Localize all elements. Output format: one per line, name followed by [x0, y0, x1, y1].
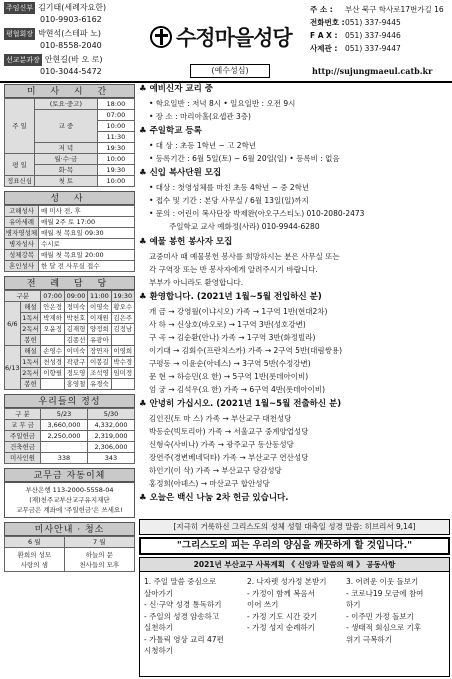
plan-item: 2. 나자렛 성가정 본받기 [247, 577, 327, 586]
table-row [5, 346, 135, 357]
office: 사제관 : 051) 337-9447 [310, 44, 401, 53]
duty-cell [111, 379, 134, 390]
duty-title: 전 례 담 당 [4, 276, 135, 290]
mass-time: 19:30 [97, 143, 134, 154]
plan-item: 위기 극복하기 [346, 634, 392, 644]
plan-item: - 가정 기도 시간 갖기 [247, 611, 318, 621]
notice-line: 각 구역장 또는 반 봉사자에게 알려주시기 바랍니다. [149, 265, 318, 274]
duty-cell: 이향필 [41, 368, 64, 379]
group-july: 하늘의 문 천사들의 모후 [64, 548, 134, 572]
phone: 전화번호 :051) 337-9445 [310, 18, 401, 27]
table-row [5, 409, 135, 420]
group-june: 환희의 성모 사랑의 샘 [5, 548, 65, 572]
duty-cell: 황오수 [111, 302, 134, 313]
pastoral-plan-title: 2021년 부산교구 사목계획 《 신앙과 말씀의 해 》 공동사항 [140, 558, 449, 572]
table-row [5, 239, 135, 250]
table-row [5, 250, 135, 261]
plan-item: - 가정이 함께 복음서 [247, 588, 315, 598]
mass-day-weekday: 평 일 [5, 154, 35, 176]
table-row [5, 206, 135, 217]
mass-time: 07:00 [97, 110, 134, 121]
sacrament-name: 병자성사 [5, 239, 39, 250]
duty-date: 6/6 [5, 302, 21, 346]
notice-heading: ♣ 예물 봉헌 봉사자 모집 [139, 237, 233, 247]
offering-value [41, 442, 88, 453]
notice-line: 이기대 → 김회수(프란치스카) 가족 → 2구역 5반(대림쌍용) [149, 346, 343, 355]
duty-cell [41, 335, 64, 346]
mass-group: 교 중 [35, 110, 98, 143]
duty-cell: 김정남 [111, 324, 134, 335]
notice-line: 구 곡 → 김순환(안나) 가족 → 1구역 3반(화정빌라) [149, 333, 316, 342]
sacrament-table [4, 205, 135, 272]
notices-area [139, 84, 449, 514]
plan-item: - 신·구약 성경 통독하기 [144, 600, 222, 609]
header [0, 0, 452, 80]
duty-role: 봉헌 [20, 335, 41, 346]
notice-line: • 대상 : 첫영성체를 마친 초등 4학년 ~ 중 2학년 [149, 183, 310, 192]
notice-heading: ♣ 주일학교 등록 [139, 126, 202, 136]
notice-line: • 접수 및 기간 : 본당 사무실 / 6월 13일(일)까지 [149, 196, 309, 205]
cross-icon [150, 26, 172, 48]
mass-table [4, 98, 135, 187]
duty-role: 1독서 [20, 357, 41, 368]
duty-cell: 이재원 [88, 313, 111, 324]
notice-heading: ♣ 신입 복사단원 모집 [139, 168, 222, 178]
mass-group: 월·수·금 [35, 154, 98, 165]
notice-line: 개 금 → 강영월(이냐시오) 가족 → 1구역 1반(현대2차) [149, 307, 328, 316]
table-row [5, 453, 135, 464]
plan-item: - 이주민 가정 돌보기 [346, 611, 414, 621]
duty-cell: 김종선 [64, 335, 87, 346]
table-row [5, 217, 135, 228]
offering-value: 2,306,000 [88, 442, 135, 453]
duty-cell: 유경숙 [88, 379, 111, 390]
notice-line: • 등록기간 : 6월 5일(토) ~ 6월 20일(일) • 등록비 : 없음 [149, 154, 340, 163]
table-row [5, 357, 135, 368]
notice-line: 엄 궁 → 김석우(요 한) 가족 → 6구역 4반(롯데아이비) [149, 385, 326, 394]
duty-cell: 정미숙 [64, 302, 87, 313]
duty-head: 09:00 [64, 291, 87, 302]
duty-head: 19:30 [111, 291, 134, 302]
notice-line: 하인기(이 삭) 가족 → 부산교구 당감성당 [149, 466, 282, 475]
duty-cell [41, 379, 64, 390]
scripture-reference: [지극히 거룩하신 그리스도의 성체 성혈 대축일 성경 말씀: 히브리서 9,14] [139, 519, 450, 535]
mass-time: 10:00 [97, 176, 134, 187]
offering-title: 우리들의 정성 [4, 394, 135, 408]
table-row [5, 368, 135, 379]
parish-logo [150, 22, 300, 52]
duty-role: 해설 [20, 346, 41, 357]
mass-day-sunday: 주 일 [5, 99, 35, 154]
duty-cell: 조석영 [88, 368, 111, 379]
mass-time: 10:00 [97, 154, 134, 165]
month-head: 6 월 [5, 537, 65, 548]
mass-group: 화·목 [35, 165, 98, 176]
duty-cell: 이영숙 [88, 302, 111, 313]
duty-cell: 손영수 [41, 346, 64, 357]
table-row [5, 99, 135, 110]
duty-cell: 이영희 [111, 346, 134, 357]
pastoral-plan [139, 557, 450, 677]
duty-cell: 곽광구 [64, 357, 87, 368]
duty-cell: 박수경 [111, 357, 134, 368]
duty-cell: 정도영 [64, 368, 87, 379]
sacrament-time: 매월 첫 목요일 09:30 [39, 228, 135, 239]
table-row [5, 379, 135, 390]
mass-group: 저 녁 [35, 143, 98, 154]
table-row [5, 537, 135, 548]
sacrament-time: 수시로 [39, 239, 135, 250]
mass-group: (토요·중고) [35, 99, 98, 110]
notice-line: 문 현 → 하승민(요 한) → 5구역 1반(롯데아이비) [149, 372, 309, 381]
notice-line: 신형숙(사비나) 가족 → 광주교구 동산동성당 [149, 440, 294, 449]
left-column [4, 84, 135, 676]
notice-line: 홍정희(아녜스) → 마산교구 합안성당 [149, 479, 270, 488]
plan-col-1 [144, 576, 224, 657]
notice-heading: ♣ 오늘은 백신 나눔 2차 헌금 있습니다. [139, 493, 289, 503]
mass-group: 첫 토 [35, 176, 98, 187]
duty-cell: 임미정 [111, 368, 134, 379]
duty-role: 해설 [20, 302, 41, 313]
plan-item: 1. 주일 말씀 중심으로 [144, 577, 217, 586]
notice-line: • 대 상 : 초등 1학년 ~ 고 2학년 [149, 141, 257, 150]
duty-cell: 김은주 [111, 313, 134, 324]
mass-day-first: 정표신심 [5, 176, 35, 187]
duty-cell [111, 335, 134, 346]
plan-col-2 [247, 576, 327, 634]
offering-value: 2,250,000 [41, 431, 88, 442]
notice-line: 교중미사 때 예물봉헌 봉사를 희망하시는 분은 사무실 또는 [149, 252, 340, 261]
plan-item: - 주일의 성경 암송하고 [144, 611, 220, 621]
fax: F A X : 051) 337-9446 [310, 31, 401, 40]
visit-clean-table [4, 536, 135, 572]
duty-cell: 이미숙 [64, 346, 87, 357]
mass-time: 19:30 [97, 165, 134, 176]
plan-item: - 코로나19 모금에 참여 [346, 588, 424, 598]
scripture-quote: "그리스도의 피는 우리의 양심을 깨끗하게 할 것입니다." [139, 537, 450, 555]
table-row [5, 228, 135, 239]
offering-label: 주일헌금 [5, 431, 41, 442]
contact-council-phone: 010-8558-2040 [40, 41, 102, 50]
notice-heading: ♣ 안녕히 가십시오. (2021년 1월~5월 전출하신 분) [139, 399, 342, 409]
sacrament-time: 매월 2주 토 17:00 [39, 217, 135, 228]
duty-role: 2독서 [20, 368, 41, 379]
duty-role: 2독서 [20, 324, 41, 335]
table-row [5, 335, 135, 346]
notice-heading: ♣ 예비신자 교리 중 [139, 84, 213, 94]
plan-item: 3. 어려운 이웃 돌보기 [346, 577, 419, 586]
duty-head: 구분 [5, 291, 41, 302]
offering-value: 2,319,000 [88, 431, 135, 442]
sacrament-time: 매월 첫 목요일 20:00 [39, 250, 135, 261]
sacrament-title: 성 사 [4, 191, 135, 205]
website-url[interactable]: http://sujungmaeul.catb.kr [312, 66, 433, 76]
duty-cell: 이봉길 [88, 357, 111, 368]
duty-cell: 홍영철 [64, 379, 87, 390]
sacrament-time: 한 달 전 사무실 접수 [39, 261, 135, 272]
plan-item: - 가톨릭 영상 교리 47편 [144, 634, 224, 644]
notice-line: 주일학교 교사 예화정(사라) 010-9944-6280 [169, 222, 320, 231]
notice-line: 부부가 아니라도 환영합니다. [149, 278, 244, 287]
offering-head: 구 분 [5, 409, 41, 420]
offering-value: 4,332,000 [88, 420, 135, 431]
transfer-note: 교무금은 계좌에 '주일헌금'은 쓰세요! [16, 506, 123, 514]
mass-title: 미 사 시 간 [4, 84, 135, 98]
table-row [5, 291, 135, 302]
table-row [5, 302, 135, 313]
notice-line: • 학요일반 : 저녁 8시 • 일요일반 : 오전 9시 [149, 99, 296, 108]
contact-mission: 선교분과장 안현길(바 오 로) [6, 55, 103, 64]
sacrament-name: 병자영성체 [5, 229, 38, 237]
offering-head: 5/30 [88, 409, 135, 420]
offering-value: 343 [88, 453, 135, 464]
table-row [5, 154, 135, 165]
parish-subtitle: (예수성심) [190, 64, 270, 78]
table-row [5, 431, 135, 442]
duty-cell: 천성경 [41, 357, 64, 368]
header-divider [0, 81, 452, 83]
duty-cell: 박천호 [64, 313, 87, 324]
notice-heading: ♣ 환영합니다. (2021년 1월~5월 전입하신 분) [139, 292, 322, 302]
table-row [5, 324, 135, 335]
plan-item: 시청하기 [144, 646, 173, 655]
duty-cell: 오윤정 [41, 324, 64, 335]
auto-transfer-title: 교무금 자동이체 [4, 468, 135, 482]
notice-line: 김인진(토 마 스) 가족 → 부산교구 대천성당 [149, 414, 292, 423]
notice-line: 박동순(빅토리아) 가족 → 서울교구 중계양업성당 [149, 427, 309, 436]
sacrament-name: 유아세례 [5, 217, 39, 228]
bank-account: 부산은행 113-2000-5558-04 [25, 486, 114, 494]
plan-item: - 가정 성지 순례하기 [247, 623, 315, 632]
duty-cell: 유광아 [88, 335, 111, 346]
notice-line: 장연주(경변베네딕타) 가족 → 부산교구 연산성당 [149, 453, 309, 462]
sacrament-name: 혼인성사 [5, 261, 39, 272]
plan-item: 하기 [346, 600, 361, 609]
mass-time: 11:30 [97, 132, 134, 143]
table-row [5, 176, 135, 187]
notice-line: • 문의 : 어린이 복사단장 박제완(아오구스티노) 010-2080-2473 [149, 209, 365, 218]
contact-priest: 주임신부 김기태(세례자요한) [6, 3, 107, 12]
visit-clean-title: 미사안내 · 청소 [4, 522, 135, 536]
duty-role: 봉헌 [20, 379, 41, 390]
duty-cell: 양정희 [88, 324, 111, 335]
offering-label: 미사인원 [5, 453, 41, 464]
duty-table [4, 290, 135, 390]
plan-item: 살아가기 [144, 588, 173, 598]
duty-cell: 장연자 [88, 346, 111, 357]
account-holder: (재)천주교부산교구유지재단 [29, 496, 110, 504]
offering-value: 3,660,000 [41, 420, 88, 431]
table-row [5, 548, 135, 572]
duty-role: 1독서 [20, 313, 41, 324]
address: 주 소 : 부산 북구 학사로17번가길 16 [310, 5, 444, 14]
notice-line: • 장 소 : 마리아홀(요셉관 3층) [149, 112, 251, 121]
notice-line: 구평동 → 이윤순(아네스) → 3구역 5반(수정강변) [149, 359, 311, 368]
sacrament-name: 성체강복 [5, 250, 39, 261]
table-row [5, 261, 135, 272]
mass-time: 10:00 [97, 121, 134, 132]
offering-value: 338 [41, 453, 88, 464]
month-head: 7 월 [64, 537, 134, 548]
plan-col-3 [346, 576, 423, 645]
table-row [5, 420, 135, 431]
mass-time: 18:00 [97, 99, 134, 110]
contact-mission-phone: 010-3044-5472 [40, 67, 102, 76]
duty-date: 6/13 [5, 346, 21, 390]
duty-head: 11:00 [88, 291, 111, 302]
offering-label: 교 무 금 [5, 420, 41, 431]
plan-item: 이어 쓰기 [247, 600, 279, 609]
table-row [5, 313, 135, 324]
parish-name: 수정마을성당 [176, 26, 292, 50]
duty-head: 07:00 [41, 291, 64, 302]
sacrament-name: 고해성사 [5, 206, 39, 217]
plan-item: 실천하기 [144, 623, 173, 632]
duty-cell: 김재형 [64, 324, 87, 335]
offering-table [4, 408, 135, 464]
offering-head: 5/23 [41, 409, 88, 420]
sacrament-time: 매 미사 전, 후 [39, 206, 135, 217]
contact-council: 평협회장 박현석(스테파 노) [6, 29, 101, 38]
contact-priest-phone: 010-9903-6162 [40, 15, 102, 24]
duty-cell: 안은정 [41, 302, 64, 313]
duty-cell: 박재하 [41, 313, 64, 324]
offering-label: 건축헌금 [5, 442, 41, 453]
table-row [5, 442, 135, 453]
notice-line: 사 하 → 신상호(바오로) → 1구역 3반(성호강변) [149, 320, 306, 329]
plan-item: - 생태적 회심으로 기후 [346, 623, 422, 632]
auto-transfer-box [4, 482, 135, 518]
